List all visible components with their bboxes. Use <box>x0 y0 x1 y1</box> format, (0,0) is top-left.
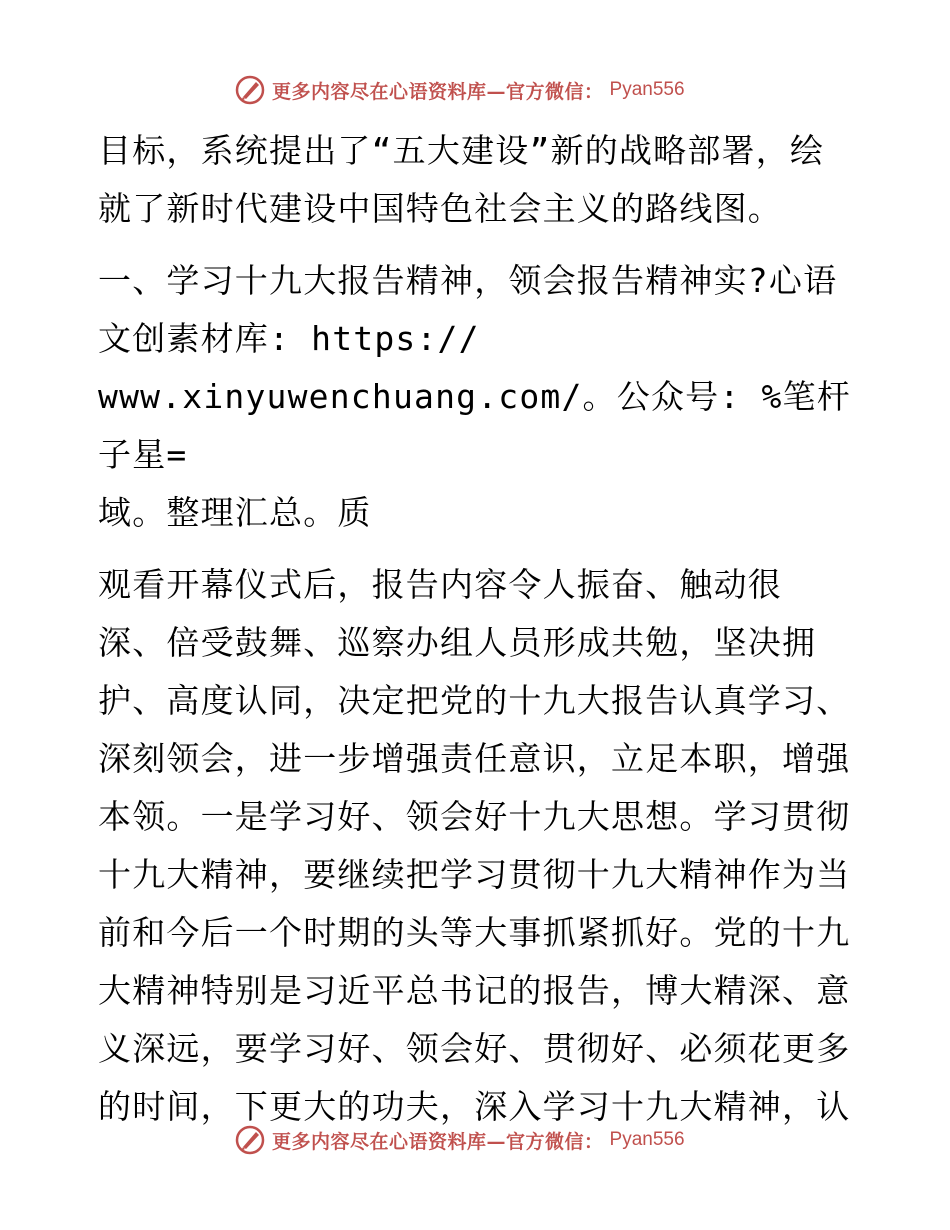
paragraph: 目标，系统提出了“五大建设”新的战略部署，绘 就了新时代建设中国特色社会主义的路线图。 <box>98 131 825 228</box>
watermark-account: Pyan556 <box>609 1129 685 1150</box>
watermark-text: 更多内容尽在心语资料库—官方微信： <box>272 1130 604 1153</box>
document-body <box>98 122 858 1136</box>
quill-pen-circle-icon <box>234 1124 266 1156</box>
header-watermark <box>234 72 754 108</box>
paragraph: 观看开幕仪式后，报告内容令人振奋、触动很 深、倍受鼓舞、巡察办组人员形成共勉，坚决拥 护、高度认同，决定把党的十九大报告认真学习、 深刻领会，进一步增强责任意识，立足本职，增强 本领。一是学习好、领会好十九大思想。学习贯彻 十九大精神，要继续把学习贯彻十九大精神作为当 前和今后一个时期的头等大事抓紧抓好。党的十九 大精神特别是习近平总书记的报告，博大精深、意 义深远，要学习好、领会好、贯彻好、必须花更多 的时间，下更大的功夫，深入学习十九大精神，认 <box>98 565 851 1126</box>
footer-watermark <box>234 1122 754 1158</box>
watermark-account: Pyan556 <box>609 79 685 100</box>
quill-pen-circle-icon <box>234 74 266 106</box>
watermark-text: 更多内容尽在心语资料库—官方微信： <box>272 80 604 103</box>
paragraph: 一、学习十九大报告精神，领会报告精神实?心语 文创素材库: https:// www.xinyuwenchuang.com/。公众号: %笔杆子星= 域。整理汇总。质 <box>98 261 851 532</box>
